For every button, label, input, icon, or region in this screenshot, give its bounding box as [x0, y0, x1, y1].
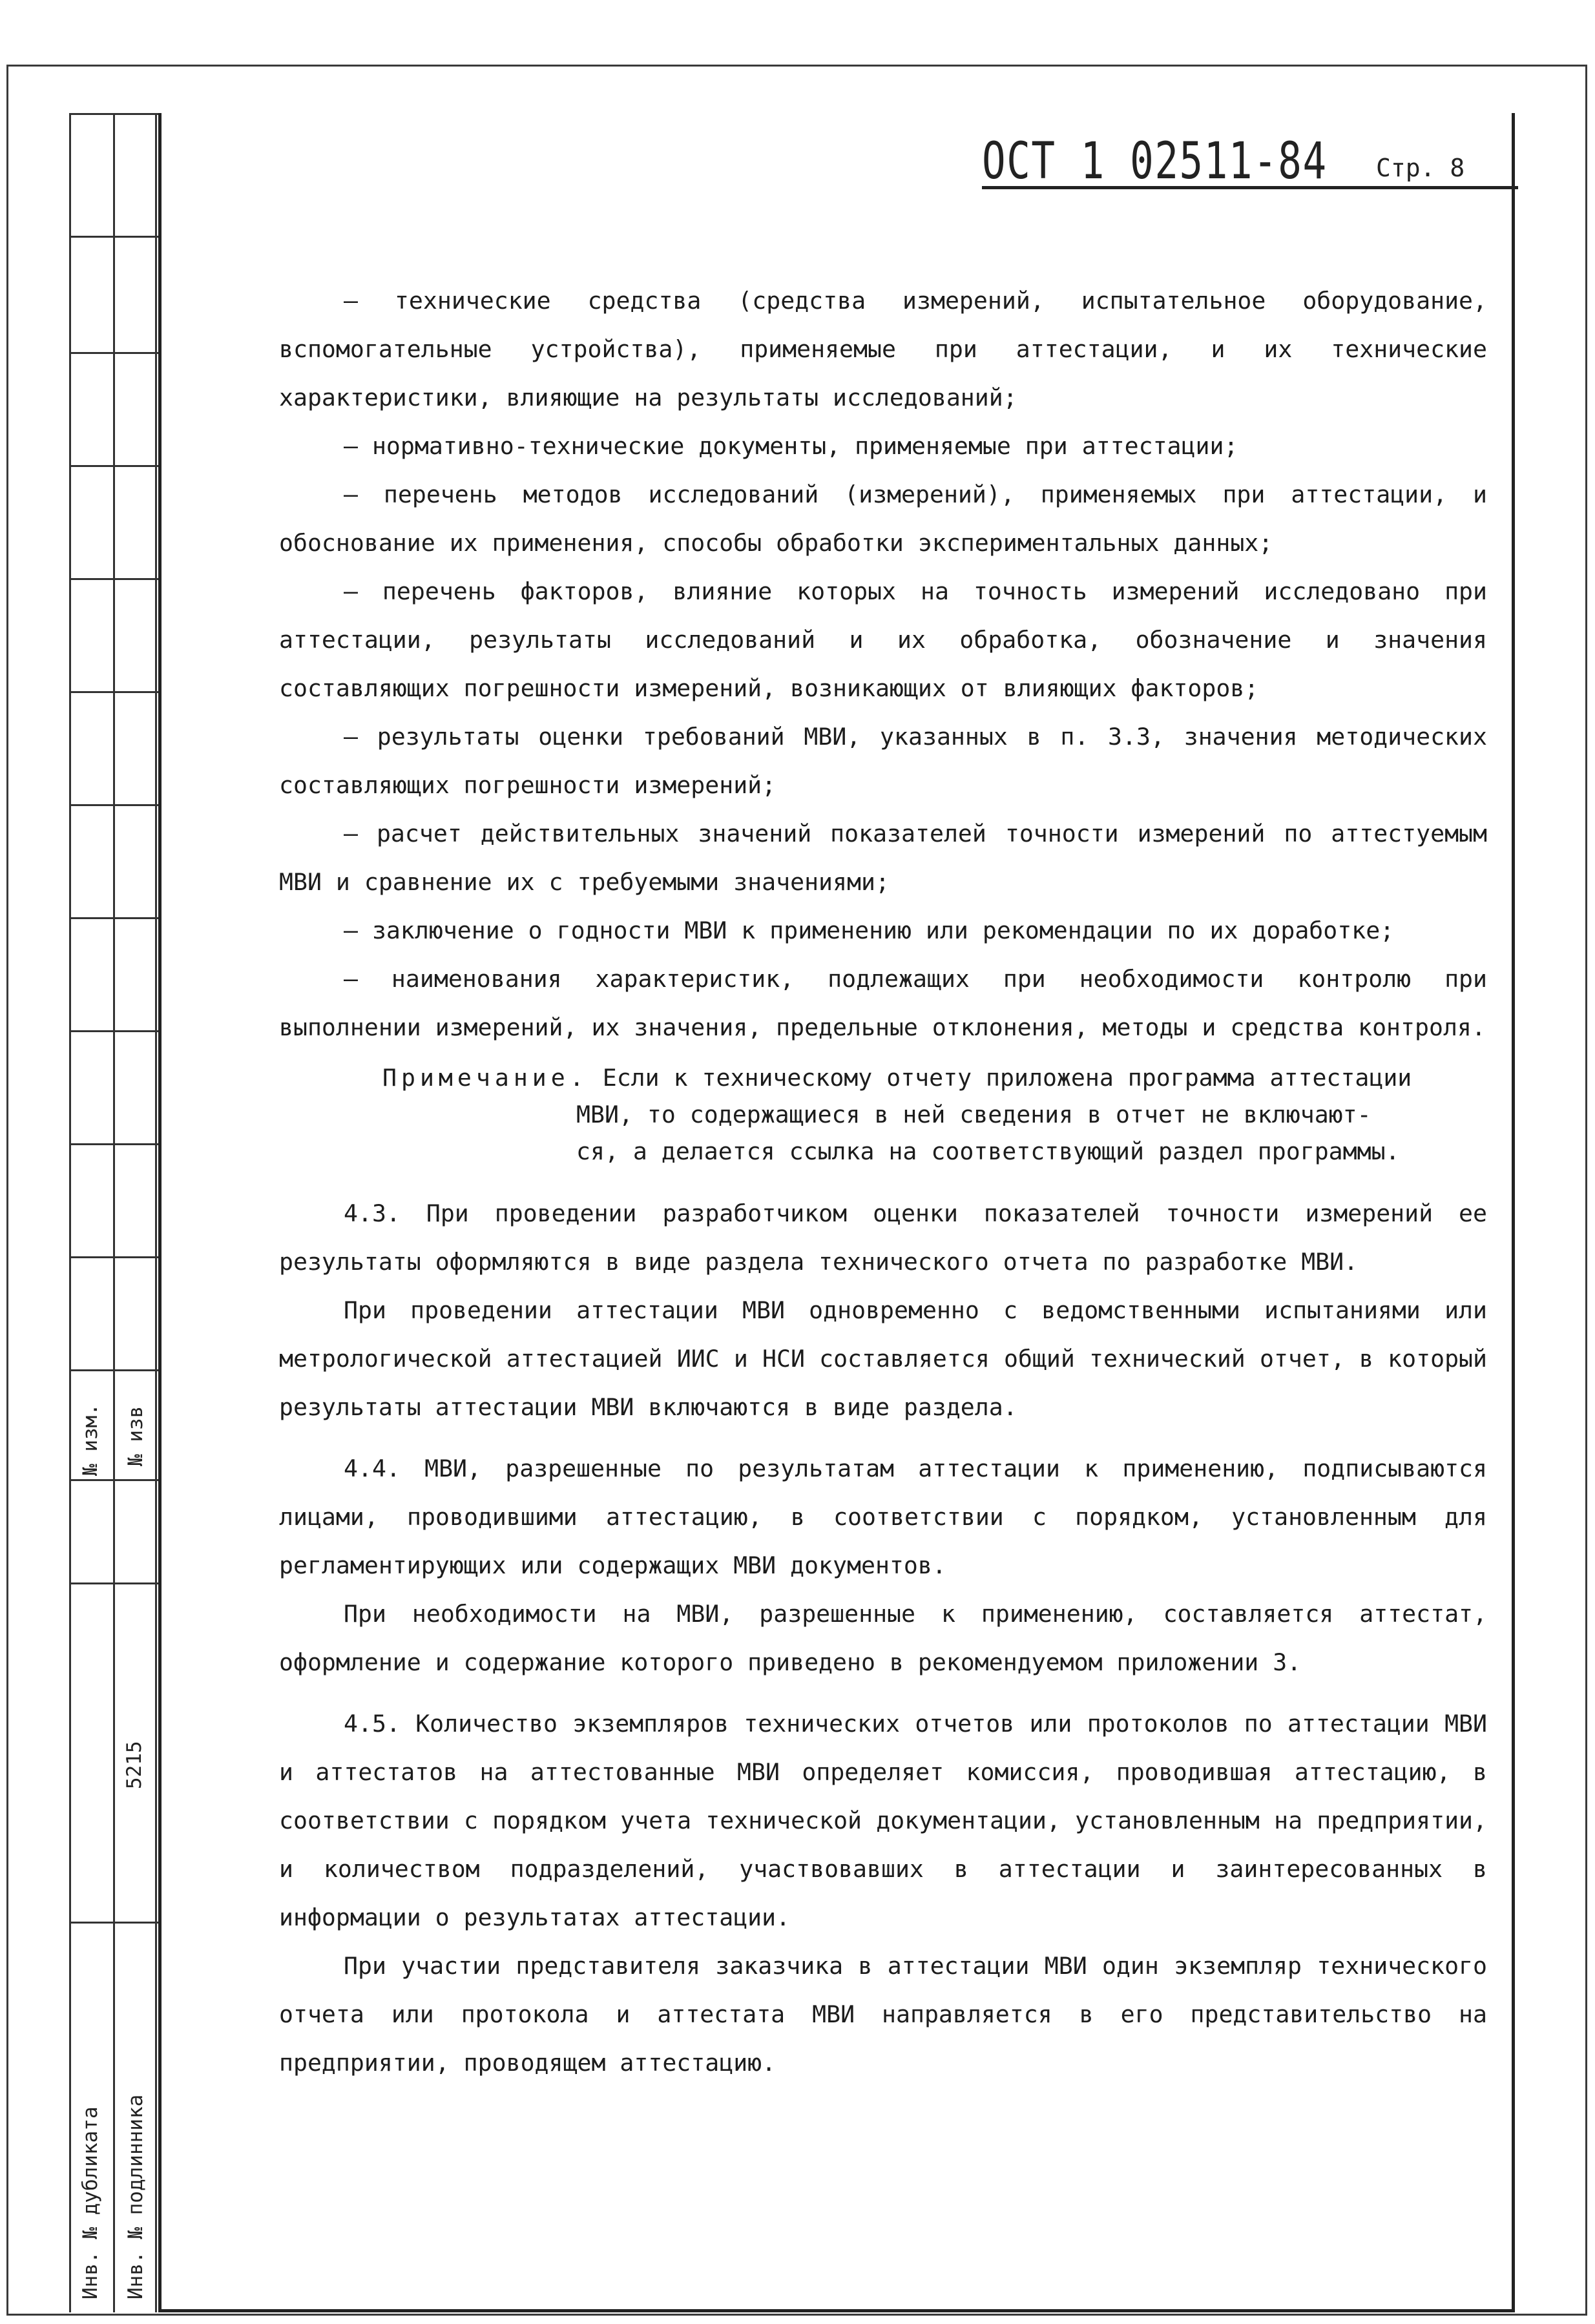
stamp-line [69, 236, 158, 238]
note-text-line: ся, а делается ссылка на соответствующий раздел программы. [576, 1137, 1400, 1165]
spacer [279, 1431, 1487, 1444]
paragraph: – наименования характеристик, подлежащих при необходимости контролю при выполнении измерений, их значения, предельные отклонения, методы и средства контроля. [279, 965, 1487, 1041]
stamp-line [69, 1369, 158, 1371]
paragraph: – перечень факторов, влияние которых на точность измерений исследовано при аттестации, результаты исследований и их обработка, обозначение и значения составляющих погрешности измерений, возникающих от влияющих факторов; [279, 577, 1487, 702]
stamp-inv-dubl: Инв. № дубликата [79, 2106, 102, 2299]
paragraph: – заключение о годности МВИ к применению или рекомендации по их доработке; [344, 917, 1395, 944]
paragraph: – нормативно-технические документы, применяемые при аттестации; [344, 432, 1238, 460]
stamp-line [69, 917, 158, 919]
paragraph: При проведении аттестации МВИ одновременно с ведомственными испытаниями или метрологической аттестацией ИИС и НСИ составляется общий технический отчет, в который результаты аттестации МВИ включаются в виде раздела. [279, 1296, 1487, 1421]
page-number: Стр. 8 [1376, 154, 1465, 182]
paragraph: При необходимости на МВИ, разрешенные к применению, составляется аттестат, оформление и содержание которого приведено в рекомендуемом приложении 3. [279, 1600, 1487, 1676]
stamp-line [69, 1030, 158, 1032]
stamp-line [69, 691, 158, 693]
stamp-inv-podl: Инв. № подлинника [124, 2094, 147, 2299]
stamp-line [69, 1922, 158, 1924]
paragraph: – перечень методов исследований (измерений), применяемых при аттестации, и обоснование их применения, способы обработки экспериментальных данных; [279, 481, 1487, 557]
note-block [279, 1059, 1487, 1170]
header-underline [982, 186, 1518, 189]
note-label: Примечание. [382, 1064, 589, 1092]
paragraph: – технические средства (средства измерений, испытательное оборудование, вспомогательные устройства), применяемые при аттестации, и их технические характеристики, влияющие на результаты исследований; [279, 287, 1487, 411]
stamp-line [69, 1479, 158, 1481]
stamp-line [69, 804, 158, 806]
stamp-column-left [69, 113, 113, 2312]
stamp-line [69, 1256, 158, 1258]
stamp-inv-izm: № изм. [79, 1404, 102, 1476]
document-code: ОСТ 1 02511-84 [982, 132, 1328, 191]
paragraph: 4.3. При проведении разработчиком оценки показателей точности измерений ее результаты оформляются в виде раздела технического отчета по разработке МВИ. [279, 1199, 1487, 1276]
paragraph: 4.5. Количество экземпляров технических отчетов или протоколов по аттестации МВИ и аттестатов на аттестованные МВИ определяет комиссия, проводившая аттестацию, в соответствии с порядком учета технической документации, установленным на предприятии, и количеством подразделений, участвовавших в аттестации и заинтересованных в информации о результатах аттестации. [279, 1710, 1487, 1931]
stamp-line [69, 113, 158, 115]
stamp-column-right [113, 113, 157, 2312]
stamp-line [69, 465, 158, 467]
stamp-number: 5215 [123, 1741, 146, 1789]
stamp-line [69, 1143, 158, 1145]
paragraph: При участии представителя заказчика в аттестации МВИ один экземпляр технического отчета или протокола и аттестата МВИ направляется в его представительство на предприятии, проводящем аттестацию. [279, 1952, 1487, 2077]
stamp-inv-izv: № изв [124, 1406, 147, 1466]
document-body [279, 276, 1487, 2087]
spacer [279, 1686, 1487, 1699]
paragraph: 4.4. МВИ, разрешенные по результатам аттестации к применению, подписываются лицами, проводившими аттестацию, в соответствии с порядком, установленным для регламентирующих или содержащих МВИ документов. [279, 1455, 1487, 1579]
stamp-line [69, 578, 158, 580]
paragraph: – расчет действительных значений показателей точности измерений по аттестуемым МВИ и сравнение их с требуемыми значениями; [279, 820, 1487, 896]
note-text-line: МВИ, то содержащиеся в ней сведения в отчет не включают- [576, 1101, 1371, 1128]
paragraph: – результаты оценки требований МВИ, указанных в п. 3.3, значения методических составляющих погрешности измерений; [279, 723, 1487, 799]
stamp-line [69, 1582, 158, 1584]
stamp-line [69, 352, 158, 354]
note-text-line: Если к техническому отчету приложена программа аттестации [602, 1064, 1412, 1092]
